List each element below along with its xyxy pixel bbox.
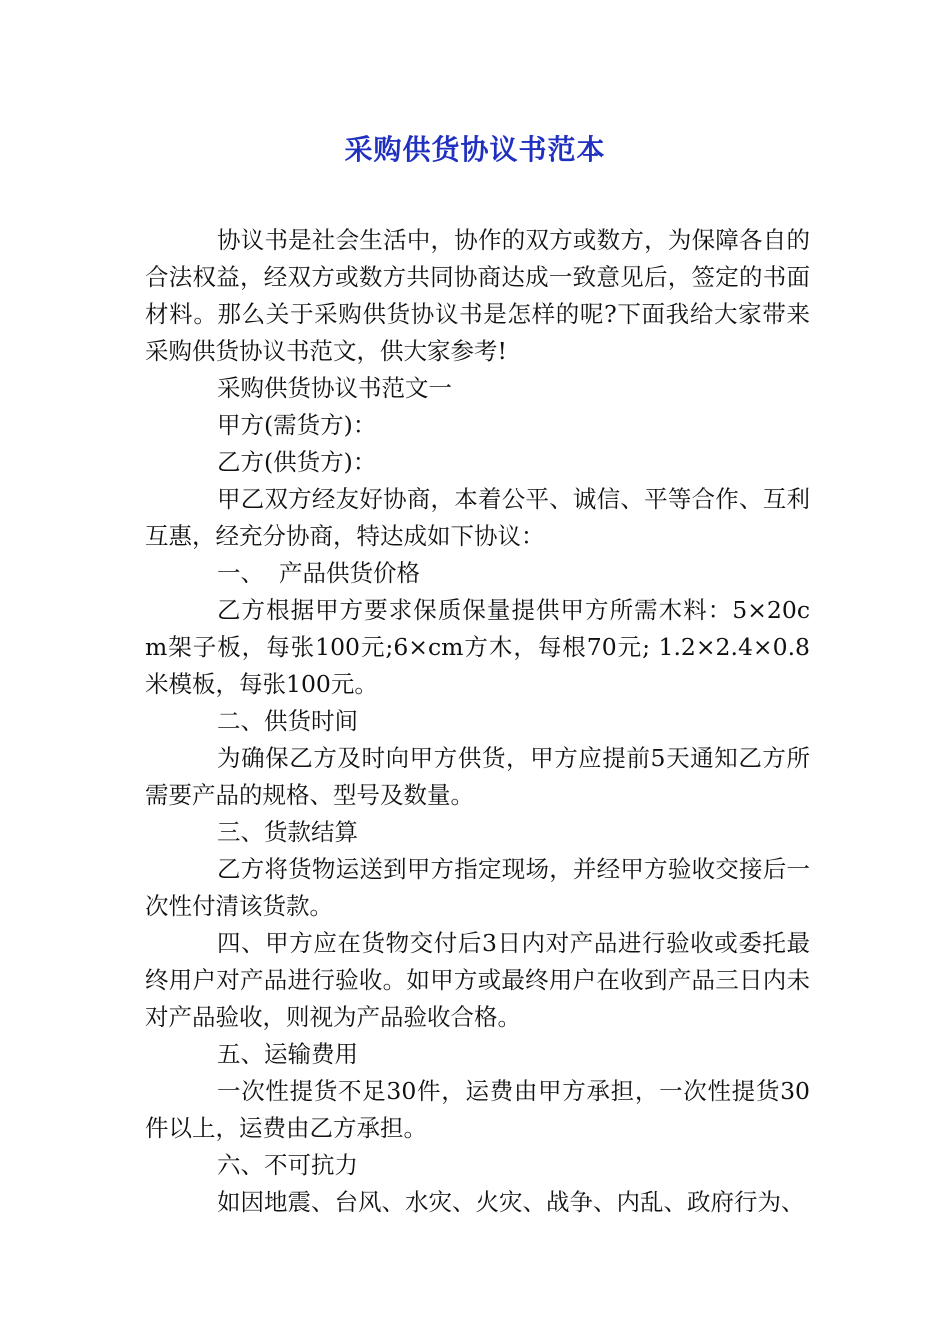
section-heading-time: 二、供货时间 — [217, 707, 358, 735]
paragraph-sample-heading: 采购供货协议书范文一 — [217, 374, 452, 402]
paragraph-party-b: 乙方(供货方)： — [217, 448, 377, 476]
document-title: 采购供货协议书范本 — [344, 133, 606, 166]
paragraph-settlement: 乙方将货物运送到甲方指定现场，并经甲方验收交接后一次性付清该货款。 — [145, 855, 810, 920]
document-body — [145, 222, 810, 1221]
paragraph-transport: 一次性提货不足30件，运费由甲方承担，一次性提货30件以上，运费由乙方承担。 — [145, 1077, 810, 1142]
section-heading-settlement: 三、货款结算 — [217, 818, 358, 846]
paragraph-time: 为确保乙方及时向甲方供货，甲方应提前5天通知乙方所需要产品的规格、型号及数量。 — [145, 744, 810, 809]
paragraph-intro: 协议书是社会生活中，协作的双方或数方，为保障各自的合法权益，经双方或数方共同协商达成一致意见后，签定的书面材料。那么关于采购供货协议书是怎样的呢?下面我给大家带来采购供货协议书范文，供大家参考! — [145, 226, 810, 365]
section-heading-force-majeure: 六、不可抗力 — [217, 1151, 358, 1179]
paragraph-preamble: 甲乙双方经友好协商，本着公平、诚信、平等合作、互利互惠，经充分协商，特达成如下协议： — [145, 485, 810, 550]
section-heading-price: 一、 产品供货价格 — [217, 559, 420, 587]
section-heading-transport: 五、运输费用 — [217, 1040, 358, 1068]
paragraph-inspection: 四、甲方应在货物交付后3日内对产品进行验收或委托最终用户对产品进行验收。如甲方或最终用户在收到产品三日内未对产品验收，则视为产品验收合格。 — [145, 929, 810, 1031]
paragraph-price: 乙方根据甲方要求保质保量提供甲方所需木料：5×20cm架子板，每张100元;6×cm方木，每根70元; 1.2×2.4×0.8米模板，每张100元。 — [145, 596, 810, 698]
paragraph-force-majeure: 如因地震、台风、水灾、火灾、战争、内乱、政府行为、 — [217, 1188, 805, 1216]
paragraph-party-a: 甲方(需货方)： — [217, 411, 377, 439]
